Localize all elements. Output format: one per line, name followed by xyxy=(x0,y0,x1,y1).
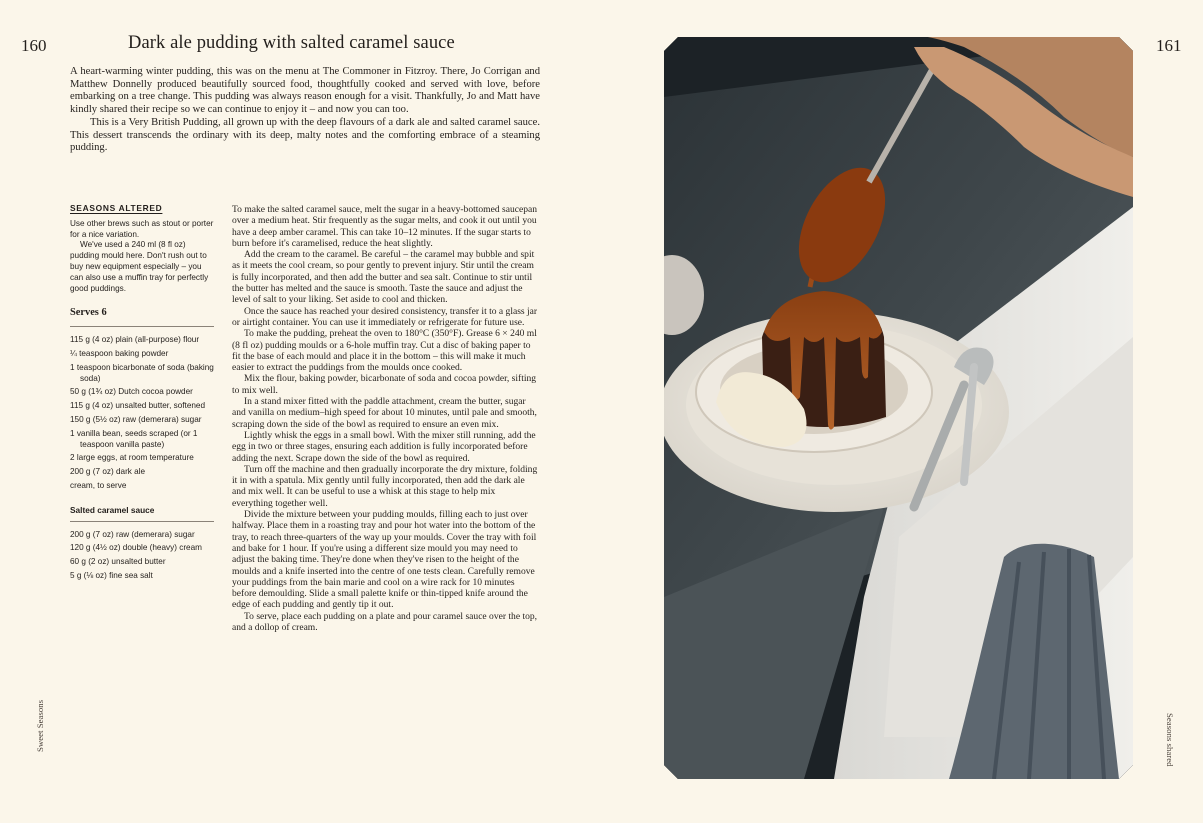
ingredient-item: 150 g (5½ oz) raw (demerara) sugar xyxy=(70,414,202,424)
method-paragraph: To serve, place each pudding on a plate and pour caramel sauce over the top, and a dollop of cream. xyxy=(232,610,538,633)
ingredient-item: 1 teaspoon bicarbonate of soda (baking soda) xyxy=(70,362,214,383)
method-paragraph: In a stand mixer fitted with the paddle attachment, cream the butter, sugar and vanilla on medium–high speed for about 10 minutes, until pale and smooth, scraping down the side of the bowl as required to ensure an even mix. xyxy=(232,396,537,430)
tip-paragraph: We've used a 240 ml (8 fl oz) pudding mould here. Don't rush out to buy new equipment especially – you can also use a muffin tray for perfectly good puddings. xyxy=(70,240,209,293)
method-paragraph: Once the sauce has reached your desired consistency, transfer it to a glass jar or airtight container. You can use it immediately or refrigerate for future use. xyxy=(232,305,538,328)
ingredient-item: 60 g (2 oz) unsalted butter xyxy=(70,557,166,567)
serves-label: Serves 6 xyxy=(70,308,214,327)
ingredient-item: ¼ teaspoon baking powder xyxy=(70,348,169,358)
recipe-intro xyxy=(70,66,540,155)
ingredient-list xyxy=(70,335,214,492)
ingredient-item: 1 vanilla bean, seeds scraped (or 1 teaspoon vanilla paste) xyxy=(70,428,198,449)
method-paragraph: Divide the mixture between your pudding moulds, filling each to just over halfway. Place them in a roasting tray and pour hot water into the bottom of the tray, to reach three-quarters of the way up your moulds. Cover the tray with foil and bake for 1 hour. If you're using a different size mould you may need to adjust the baking time. They're done when they've risen to the height of the moulds and a knife inserted into the centre of one tests clean. Carefully remove your puddings from the bain marie and cool on a wire rack for 10 minutes before demoulding. Slide a small palette knife or thin-tipped knife around the edge of each pudding and gently tip it out. xyxy=(232,509,537,611)
intro-paragraph: A heart-warming winter pudding, this was on the menu at The Commoner in Fitzroy. There, Jo Corrigan and Matthew Donnelly produced beautifully sourced food, thoughtfully cooked and served with love, before embarking on a tree change. This pudding was always reason enough for a visit. Thankfully, Jo and Matt have kindly shared their recipe so we can continue to enjoy it – and now you can too. xyxy=(70,66,540,116)
ingredients-sidebar xyxy=(70,203,214,585)
recipe-title: Dark ale pudding with salted caramel sauce xyxy=(128,33,455,53)
running-head-left: Sweet Seasons xyxy=(35,699,45,752)
tip-body xyxy=(70,219,214,295)
running-head-right: Seasons shared xyxy=(1165,713,1175,767)
method-text xyxy=(232,204,538,633)
page-number-right: 161 xyxy=(1156,36,1182,55)
ingredient-item: 115 g (4 oz) plain (all-purpose) flour xyxy=(70,335,200,345)
ingredient-item: 5 g (⅛ oz) fine sea salt xyxy=(70,570,153,580)
method-paragraph: Mix the flour, baking powder, bicarbonate of soda and cocoa powder, sifting to mix well. xyxy=(232,373,537,396)
photo-illustration xyxy=(664,37,1133,779)
ingredient-item: 2 large eggs, at room temperature xyxy=(70,453,194,463)
pudding-photo xyxy=(664,37,1133,779)
method-paragraph: Add the cream to the caramel. Be careful – the caramel may bubble and spit as it meets the cool cream, so pour gently to prevent injury. Stir until the cream is fully incorporated, and then add the butter and sea salt. Continue to stir until the butter has melted and the sauce is smooth. Taste the sauce and adjust the level of salt to your liking. Set aside to cool and thicken. xyxy=(232,249,535,306)
ingredient-item: cream, to serve xyxy=(70,480,127,490)
ingredient-item: 200 g (7 oz) dark ale xyxy=(70,467,146,477)
tip-paragraph: Use other brews such as stout or porter for a nice variation. xyxy=(70,218,214,239)
intro-paragraph: This is a Very British Pudding, all grown up with the deep flavours of a dark ale and salted caramel sauce. This dessert transcends the ordinary with its deep, malty notes and the comforting embrace of a steaming pudding. xyxy=(70,116,540,154)
sauce-heading: Salted caramel sauce xyxy=(70,505,214,522)
sauce-ingredient-list xyxy=(70,530,214,582)
method-paragraph: To make the salted caramel sauce, melt the sugar in a heavy-bottomed saucepan over a medium heat. Stir frequently as the sugar melts, and cook it out until you have a deep amber caramel. This can take 10–12 minutes. If the sugar starts to burn before it's caramelised, reduce the heat slightly. xyxy=(232,204,537,249)
ingredient-item: 115 g (4 oz) unsalted butter, softened xyxy=(70,401,206,411)
ingredient-item: 120 g (4½ oz) double (heavy) cream xyxy=(70,543,202,553)
method-paragraph: Turn off the machine and then gradually incorporate the dry mixture, folding it in with a spatula. Mix gently until fully incorporated, then add the dark ale and mix well. It can be useful to use a whisk at this stage to help mix everything together well. xyxy=(232,463,538,509)
tip-heading: SEASONS ALTERED xyxy=(70,203,163,213)
ingredient-item: 50 g (1¾ oz) Dutch cocoa powder xyxy=(70,387,193,397)
method-paragraph: Lightly whisk the eggs in a small bowl. With the mixer still running, add the egg in two or three stages, ensuring each addition is fully incorporated before adding the next. Scrape down the side of the bowl as required. xyxy=(232,429,536,464)
page-number-left: 160 xyxy=(21,36,47,55)
method-paragraph: To make the pudding, preheat the oven to 180°C (350°F). Grease 6 × 240 ml (8 fl oz) pudding moulds or a 6-hole muffin tray. Cut a disc of baking paper to fit the base of each mould and place it in the bottom – this will make it much easier to extract the puddings from the moulds once cooked. xyxy=(232,328,537,374)
ingredient-item: 200 g (7 oz) raw (demerara) sugar xyxy=(70,529,195,539)
